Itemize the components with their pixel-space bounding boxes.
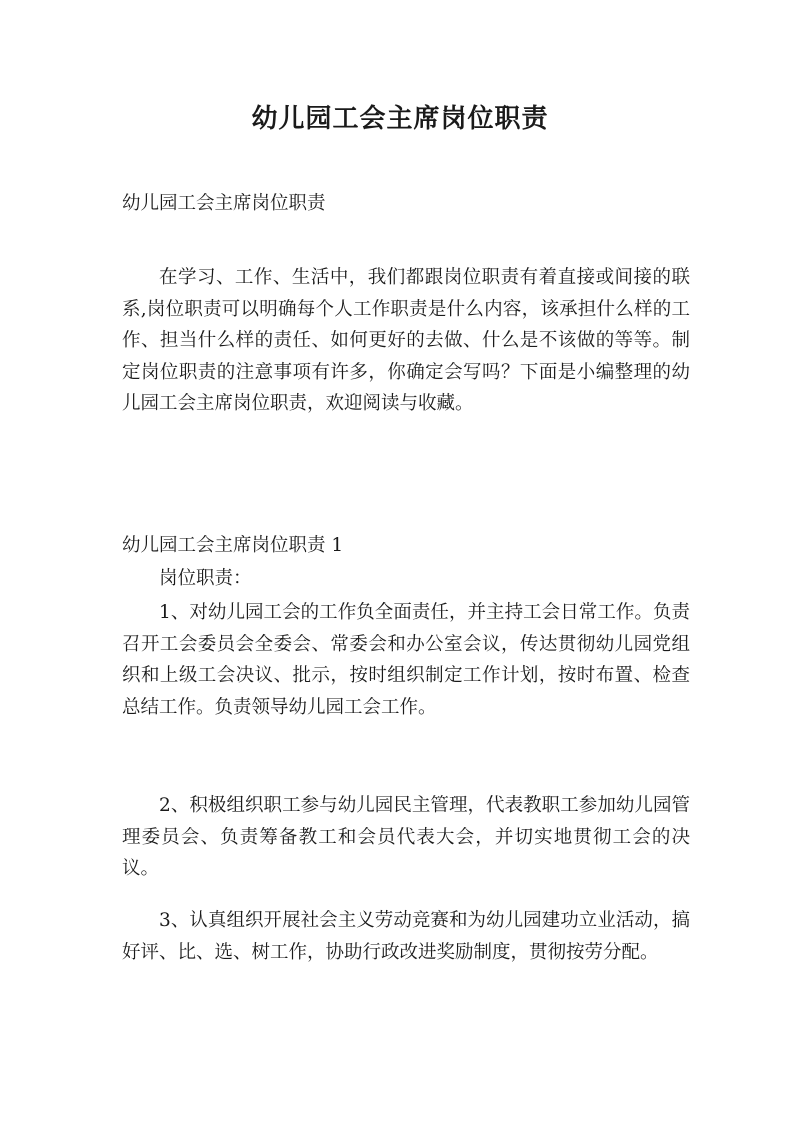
duty-item-3: 3、认真组织开展社会主义劳动竞赛和为幼儿园建功立业活动，搞好评、比、选、树工作，协助行政改进奖励制度，贯彻按劳分配。 [122,910,690,963]
document-subtitle: 幼儿园工会主席岗位职责 [122,193,326,214]
duty-item-2: 2、积极组织职工参与幼儿园民主管理，代表教职工参加幼儿园管理委员会、负责筹备教工和会员代表大会，并切实地贯彻工会的决议。 [122,795,690,879]
duty-item-1: 1、对幼儿园工会的工作负全面责任，并主持工会日常工作。负责召开工会委员会全委会、常委会和办公室会议，传达贯彻幼儿园党组织和上级工会决议、批示，按时组织制定工作计划，按时布置、检查总结工作。负责领导幼儿园工会工作。 [122,602,690,718]
intro-paragraph: 在学习、工作、生活中，我们都跟岗位职责有着直接或间接的联系,岗位职责可以明确每个人工作职责是什么内容，该承担什么样的工作、担当什么样的责任、如何更好的去做、什么是不该做的等等。制定岗位职责的注意事项有许多，你确定会写吗？下面是小编整理的幼儿园工会主席岗位职责，欢迎阅读与收藏。 [122,267,690,414]
duties-label: 岗位职责： [159,568,252,589]
document-title: 幼儿园工会主席岗位职责 [251,104,549,134]
section-heading: 幼儿园工会主席岗位职责 1 [122,535,344,556]
